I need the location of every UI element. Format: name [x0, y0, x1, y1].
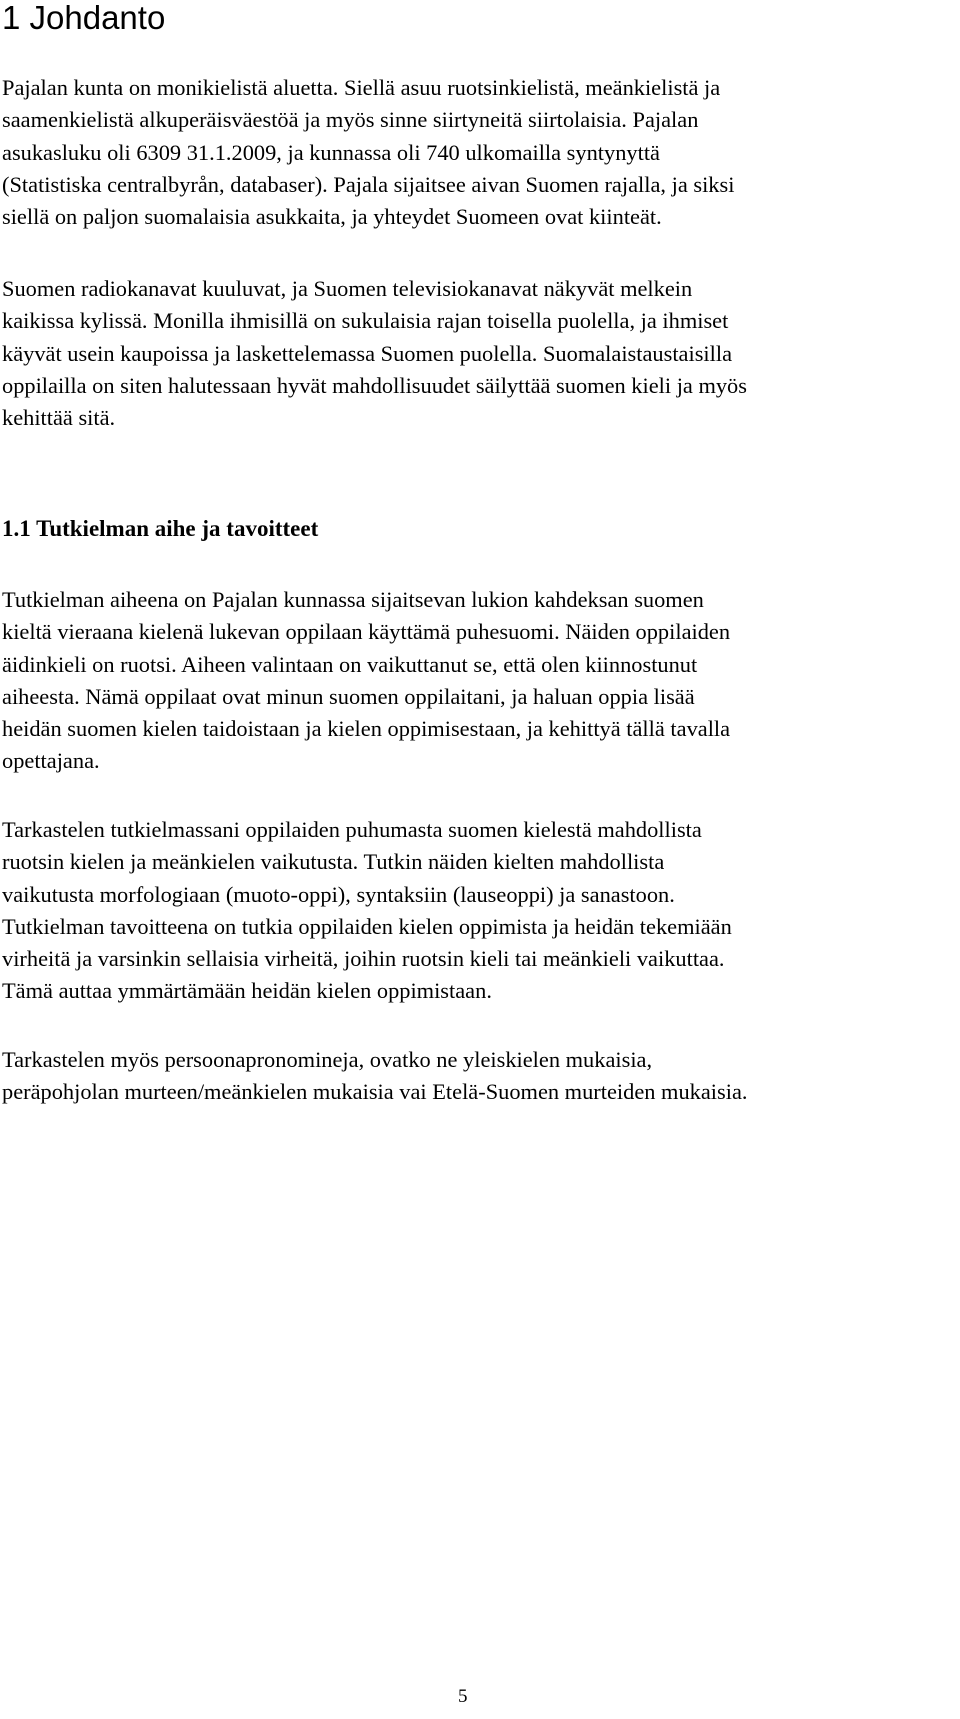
paragraph-topic: [2, 584, 954, 778]
text-line: vaikutusta morfologiaan (muoto-oppi), syntaksiin (lauseoppi) ja sanastoon.: [2, 881, 675, 907]
text-line: asukasluku oli 6309 31.1.2009, ja kunnassa oli 740 ulkomailla syntynyttä: [2, 139, 660, 165]
text-line: Suomen radiokanavat kuuluvat, ja Suomen televisiokanavat näkyvät melkein: [2, 276, 693, 301]
paragraph-intro: [2, 72, 954, 233]
page-number: 5: [458, 1686, 468, 1707]
text-line: heidän suomen kielen taidoistaan ja kielen oppimisestaan, ja kehittyä tällä tavalla: [2, 716, 731, 742]
paragraph-goals: [2, 814, 954, 1008]
section-heading: 1.1 Tutkielman aihe ja tavoitteet: [2, 516, 319, 541]
text-line: käyvät usein kaupoissa ja laskettelemassa Suomen puolella. Suomalaistaustaisilla: [2, 340, 733, 366]
text-line: virheitä ja varsinkin sellaisia virheitä, joihin ruotsin kieli tai meänkieli vaikuttaa.: [2, 946, 725, 972]
text-line: aiheesta. Nämä oppilaat ovat minun suomen oppilaitani, ja haluan oppia lisää: [2, 683, 695, 709]
text-line: kehittää sitä.: [2, 405, 116, 431]
text-line: Tämä auttaa ymmärtämään heidän kielen oppimistaan.: [2, 978, 492, 1004]
paragraph-media: [2, 273, 954, 434]
text-line: oppilailla on siten halutessaan hyvät mahdollisuudet säilyttää suomen kieli ja myös: [2, 372, 747, 398]
text-line: Tarkastelen tutkielmassani oppilaiden puhumasta suomen kielestä mahdollista: [2, 817, 702, 842]
text-line: peräpohjolan murteen/meänkielen mukaisia vai Etelä-Suomen murteiden mukaisia.: [2, 1079, 748, 1105]
text-line: äidinkieli on ruotsi. Aiheen valintaan on vaikuttanut se, että olen kiinnostunut: [2, 651, 698, 677]
text-line: siellä on paljon suomalaisia asukkaita, ja yhteydet Suomeen ovat kiinteät.: [2, 204, 662, 230]
paragraph-pronouns: [2, 1044, 954, 1109]
text-line: Tarkastelen myös persoonapronomineja, ovatko ne yleiskielen mukaisia,: [2, 1047, 653, 1072]
text-line: (Statistiska centralbyrån, databaser). Pajala sijaitsee aivan Suomen rajalla, ja siksi: [2, 171, 735, 197]
text-line: kieltä vieraana kielenä lukevan oppilaan käyttämä puhesuomi. Näiden oppilaiden: [2, 619, 731, 645]
text-line: opettajana.: [2, 748, 100, 774]
text-line: Tutkielman aiheena on Pajalan kunnassa sijaitsevan lukion kahdeksan suomen: [2, 587, 704, 612]
text-line: kaikissa kylissä. Monilla ihmisillä on sukulaisia rajan toisella puolella, ja ihmiset: [2, 308, 729, 334]
text-line: saamenkielistä alkuperäisväestöä ja myös sinne siirtyneitä siirtolaisia. Pajalan: [2, 107, 699, 133]
text-line: Tutkielman tavoitteena on tutkia oppilaiden kielen oppimista ja heidän tekemiään: [2, 913, 732, 939]
text-line: Pajalan kunta on monikielistä aluetta. Siellä asuu ruotsinkielistä, meänkielistä ja: [2, 75, 721, 100]
chapter-heading: 1 Johdanto: [2, 0, 166, 36]
text-line: ruotsin kielen ja meänkielen vaikutusta. Tutkin näiden kielten mahdollista: [2, 849, 665, 875]
